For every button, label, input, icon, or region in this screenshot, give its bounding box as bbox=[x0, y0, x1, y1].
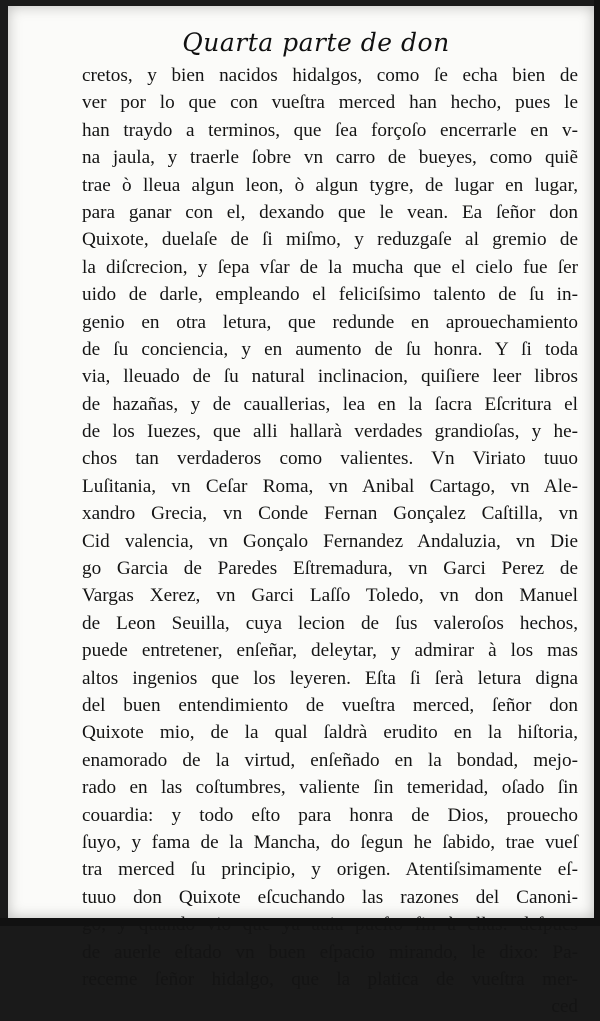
text-line: puede entretener, enſeñar, deleytar, y admirar à los mas bbox=[82, 640, 578, 662]
text-line: Quixote, duelaſe de ſi miſmo, y reduzgaſe al gremio de bbox=[82, 229, 578, 251]
text-line: via, lleuado de ſu natural inclinacion, quiſiere leer libros bbox=[82, 366, 578, 388]
page-edge-shadow bbox=[594, 0, 600, 926]
text-line: uido de darle, empleando el feliciſsimo talento de ſu in- bbox=[82, 284, 578, 306]
text-line: altos ingenios que los leyeren. Eſta ſi ſerà letura digna bbox=[82, 667, 578, 689]
text-line: xandro Grecia, vn Conde Fernan Gonçalez Caſtilla, vn bbox=[82, 503, 578, 525]
text-line: Luſitania, vn Ceſar Roma, vn Anibal Cartago, vn Ale- bbox=[82, 475, 578, 497]
text-line: han traydo a terminos, que ſea forçoſo encerrarle en v- bbox=[82, 119, 578, 141]
text-line: cretos, y bien nacidos hidalgos, como ſe echa bien de bbox=[82, 65, 578, 86]
text-line: ſuyo, y fama de la Mancha, do ſegun he ſabido, trae vueſ bbox=[82, 831, 578, 853]
text-line: Cid valencia, vn Gonçalo Fernandez Andaluzia, vn Die bbox=[82, 530, 578, 552]
text-block bbox=[82, 62, 578, 1021]
text-line: de auerle eſtado vn buen eſpacio mirando, le dixo: Pa- bbox=[82, 941, 578, 963]
text-line: para ganar con el, dexando que le vean. Ea ſeñor don bbox=[82, 201, 578, 223]
text-line: ver por lo que con vueſtra merced han hecho, pues le bbox=[82, 92, 578, 114]
text-line: genio en otra letura, que redunde en aprouechamiento bbox=[82, 311, 578, 333]
text-line: del buen entendimiento de vueſtra merced, ſeñor don bbox=[82, 694, 578, 716]
text-line: la diſcrecion, y ſepa vſar de la mucha que el cielo fue ſer bbox=[82, 256, 578, 278]
text-line: enamorado de la virtud, enſeñado en la bondad, mejo- bbox=[82, 749, 578, 771]
page-bottom-shadow bbox=[0, 918, 600, 926]
book-page bbox=[8, 6, 594, 1018]
text-line: tuuo don Quixote eſcuchando las razones del Canoni- bbox=[82, 886, 578, 908]
text-line: receme ſeñor hidalgo, que la platica de vueſtra mer- bbox=[82, 968, 578, 990]
text-line: rado en las coſtumbres, valiente ſin temeridad, oſado ſin bbox=[82, 777, 578, 799]
text-line: de ſu conciencia, y en aumento de ſu honra. Y ſi toda bbox=[82, 338, 578, 360]
text-line: de los Iuezes, que alli hallarà verdades grandioſas, y he- bbox=[82, 421, 578, 443]
text-line: trae ò lleua algun leon, ò algun tygre, de lugar en lugar, bbox=[82, 174, 578, 196]
text-line: de hazañas, y de cauallerias, lea en la ſacra Eſcritura el bbox=[82, 393, 578, 415]
text-line: tra merced ſu principio, y origen. Atentiſsimamente eſ- bbox=[82, 859, 578, 881]
catchword: ced bbox=[551, 996, 578, 1018]
text-line: na jaula, y traerle ſobre vn carro de bueyes, como quiẽ bbox=[82, 147, 578, 169]
text-line: de Leon Seuilla, cuya lecion de ſus valeroſos hechos, bbox=[82, 612, 578, 634]
text-line: couardia: y todo eſto para honra de Dios, prouecho bbox=[82, 804, 578, 826]
text-line: chos tan verdaderos como valientes. Vn Viriato tuuo bbox=[82, 448, 578, 470]
running-head: Quarta parte de don bbox=[182, 28, 450, 57]
text-line: Quixote mio, de la qual ſaldrà erudito en la hiſtoria, bbox=[82, 722, 578, 744]
text-line: Vargas Xerez, vn Garci Laſſo Toledo, vn don Manuel bbox=[82, 585, 578, 607]
text-line: go Garcia de Paredes Eſtremadura, vn Garci Perez de bbox=[82, 558, 578, 580]
